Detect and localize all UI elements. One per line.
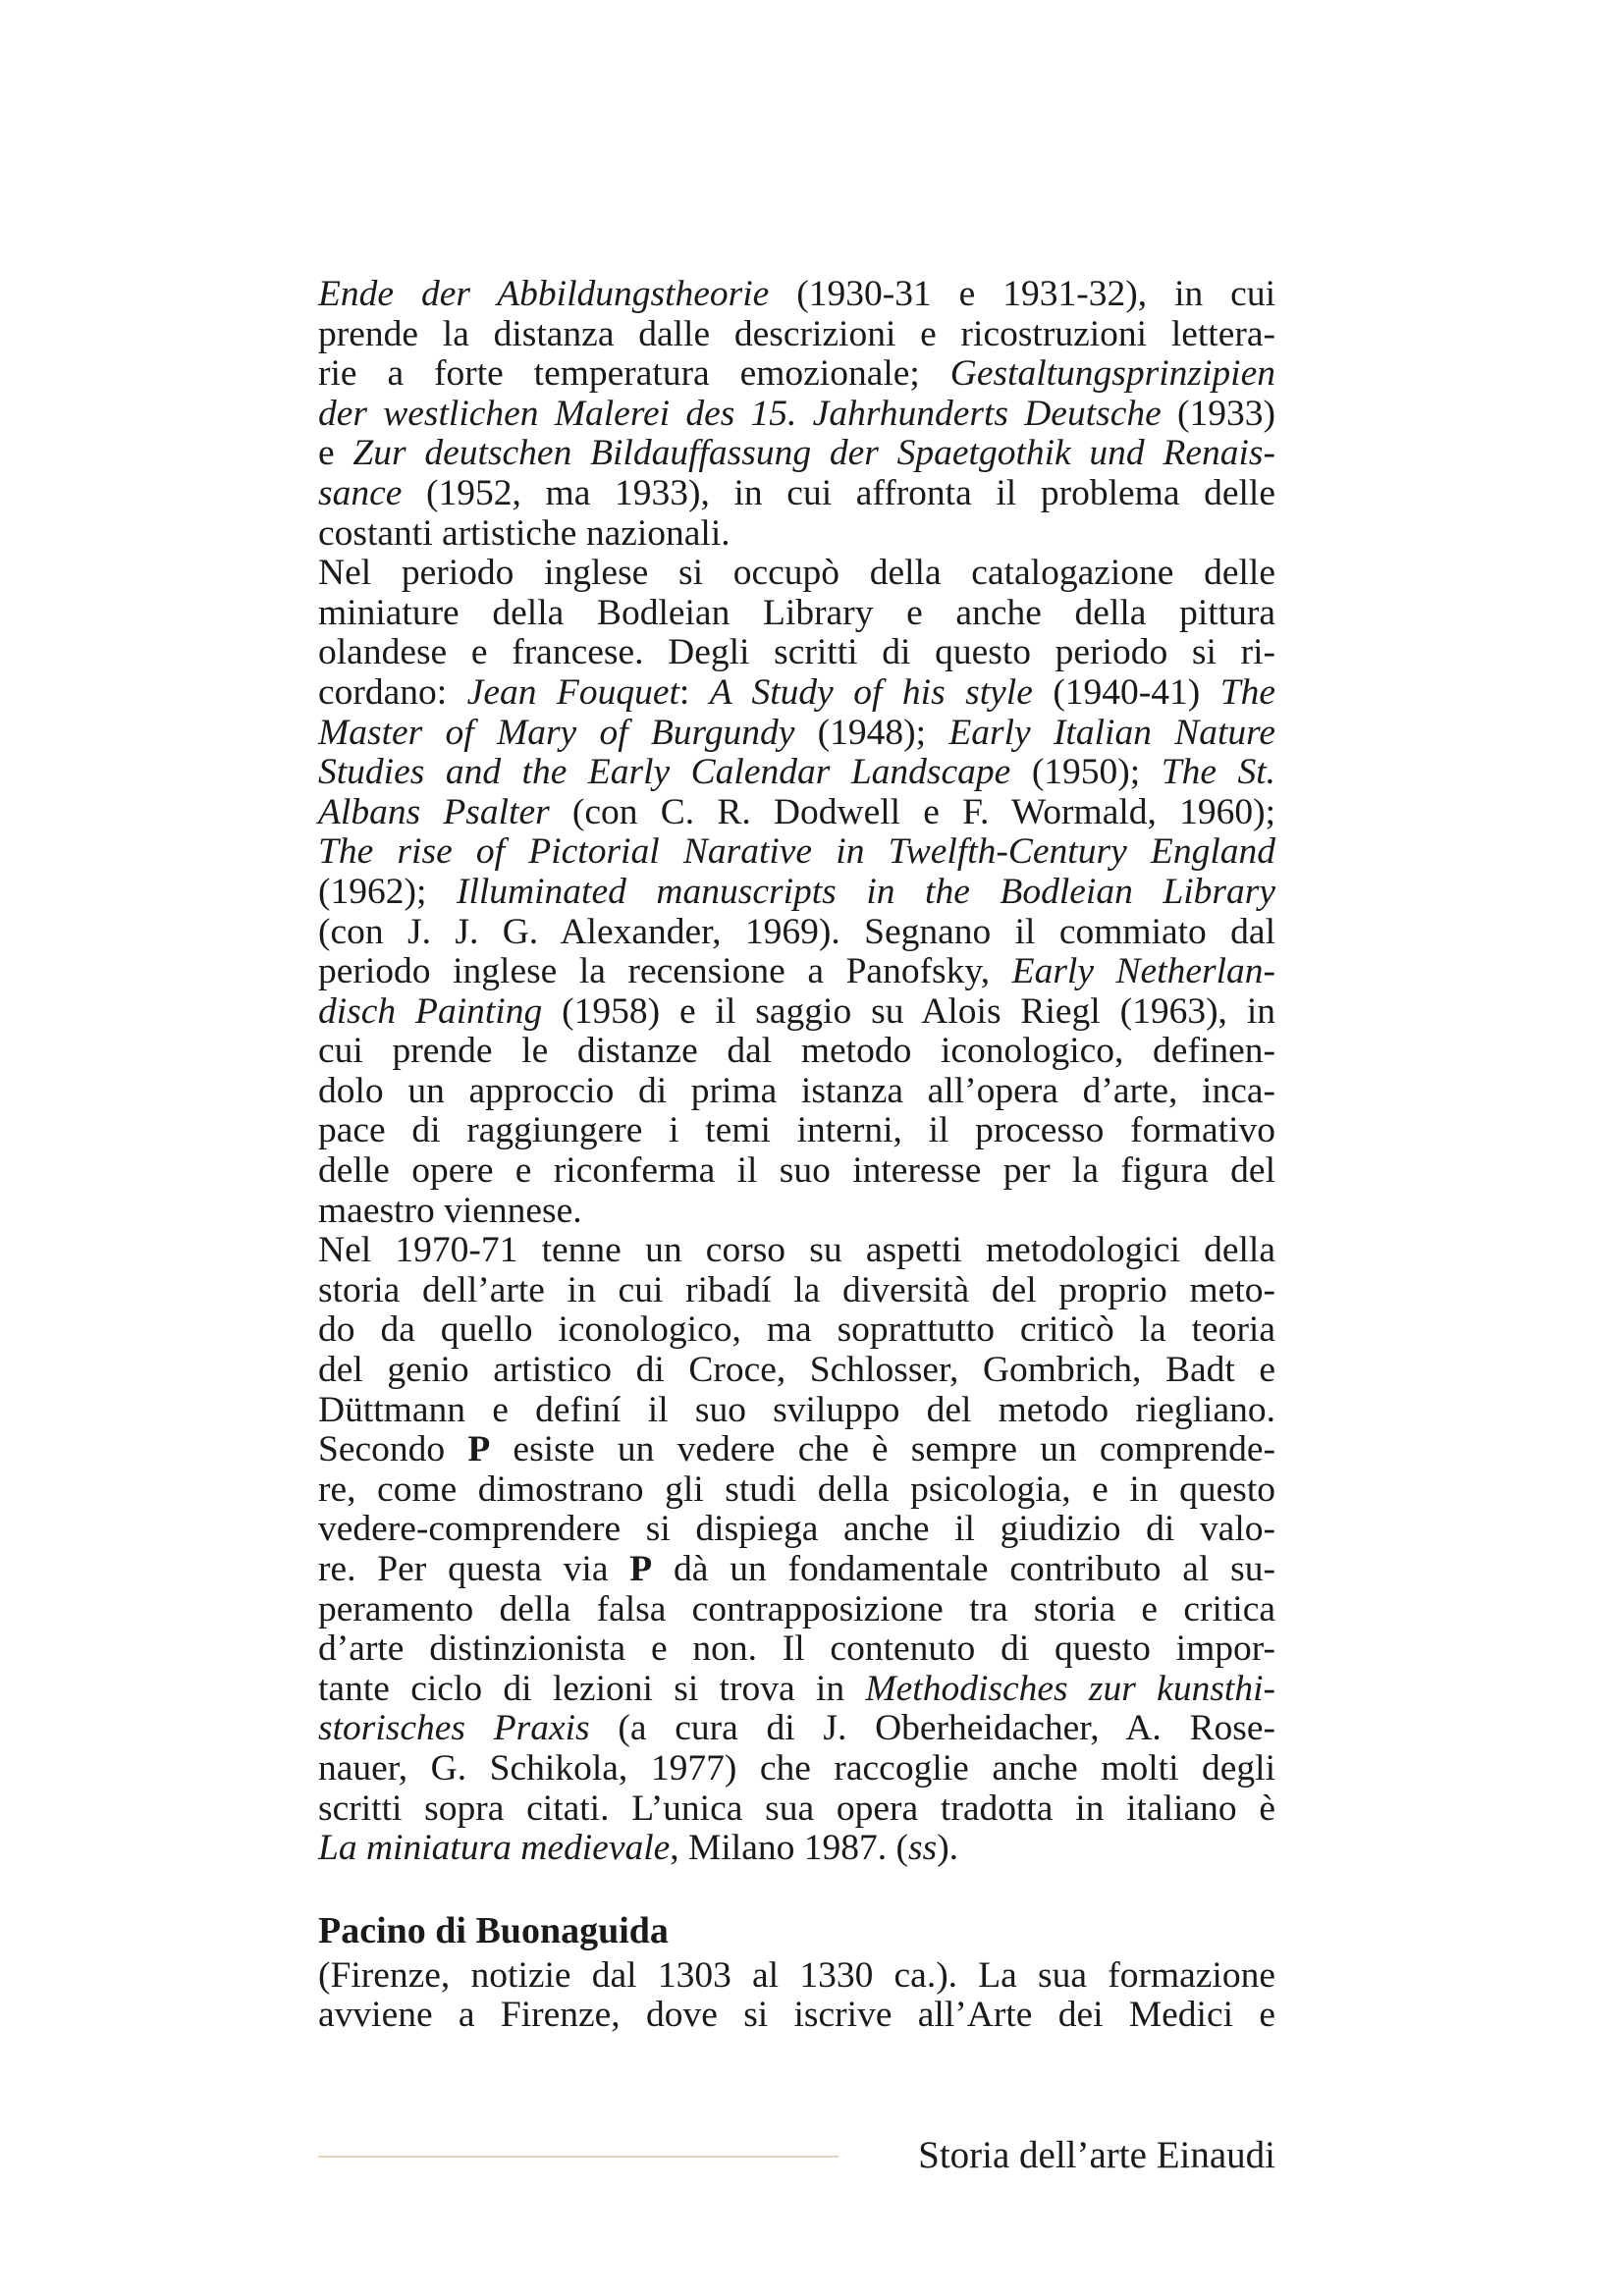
italic-text: Jean Fouquet	[466, 671, 679, 713]
text-line	[318, 913, 1275, 953]
text-run: (Firenze, notizie dal 1303 al 1330 ca.). La sua formazione	[318, 1954, 1275, 1996]
text-run: periodo inglese la recensione a Panofsky,	[318, 951, 1012, 992]
text-line	[318, 633, 1275, 673]
italic-text: The rise of Pictorial Narative in Twelfth-Century England	[318, 831, 1275, 873]
text-run: miniature della Bodleian Library e anche della pittura	[318, 592, 1275, 633]
italic-text: Studies and the Early Calendar Landscape	[318, 752, 1011, 793]
paragraph-3	[318, 1231, 1275, 1869]
text-line	[318, 1510, 1275, 1550]
text-line	[318, 1670, 1275, 1710]
text-line	[318, 673, 1275, 714]
paragraph-1	[318, 275, 1275, 554]
text-line	[318, 1391, 1275, 1431]
text-run: vedere-comprendere si dispiega anche il giudizio di valo-	[318, 1509, 1275, 1550]
text-line	[318, 873, 1275, 913]
text-run: avviene a Firenze, dove si iscrive all’Arte dei Medici e	[318, 1995, 1275, 2036]
text-run: tante ciclo di lezioni si trova in	[318, 1668, 866, 1709]
text-run: maestro viennese.	[318, 1190, 582, 1231]
text-line	[318, 354, 1275, 395]
text-line	[318, 275, 1275, 315]
text-line	[318, 1032, 1275, 1072]
italic-text: disch Painting	[318, 990, 543, 1032]
text-line	[318, 395, 1275, 435]
paragraph-4	[318, 1956, 1275, 2036]
text-run: costanti artistiche nazionali.	[318, 512, 730, 554]
text-run: delle opere e riconferma il suo interesse per la figura del	[318, 1150, 1275, 1192]
text-line	[318, 1430, 1275, 1470]
text-run: rie a forte temperatura emozionale;	[318, 353, 950, 395]
text-run: re, come dimostrano gli studi della psicologia, e in questo	[318, 1468, 1275, 1510]
text-line	[318, 1192, 1275, 1232]
text-line	[318, 952, 1275, 992]
text-line	[318, 832, 1275, 873]
text-line	[318, 1749, 1275, 1789]
italic-text: Ende der Abbildungstheorie	[318, 274, 770, 314]
text-line	[318, 514, 1275, 555]
text-run: (1948);	[794, 712, 949, 753]
text-run: (1958) e il saggio su Alois Riegl (1963), in	[542, 990, 1275, 1032]
text-run: , Milano 1987. (	[670, 1828, 908, 1869]
text-line	[318, 992, 1275, 1033]
text-line	[318, 1470, 1275, 1511]
text-line	[318, 1151, 1275, 1192]
italic-text: Early Netherlan-	[1011, 951, 1275, 992]
text-run: (1940-41)	[1032, 671, 1220, 713]
italic-text: storisches Praxis	[318, 1708, 590, 1749]
text-run: (1962);	[318, 871, 457, 912]
italic-text: Master of Mary of Burgundy	[318, 712, 795, 753]
text-run: Düttmann e definí il suo sviluppo del metodo riegliano.	[318, 1389, 1275, 1430]
text-run: :	[678, 671, 710, 713]
text-run: dà un fondamentale contributo al su-	[652, 1549, 1275, 1589]
text-line	[318, 714, 1275, 754]
text-line	[318, 1550, 1275, 1590]
text-run: dolo un approccio di prima istanza all’opera d’arte, inca-	[318, 1070, 1275, 1111]
text-line	[318, 753, 1275, 793]
text-line	[318, 315, 1275, 355]
text-run: (a cura di J. Oberheidacher, A. Rose-	[589, 1708, 1275, 1749]
text-line	[318, 1629, 1275, 1670]
text-run: (con J. J. G. Alexander, 1969). Segnano il commiato dal	[318, 911, 1275, 952]
text-run: olandese e francese. Degli scritti di questo periodo si ri-	[318, 632, 1275, 673]
text-line	[318, 554, 1275, 594]
text-run: Secondo	[318, 1429, 468, 1470]
text-run: re. Per questa via	[318, 1549, 630, 1589]
text-line	[318, 594, 1275, 634]
text-line	[318, 474, 1275, 514]
text-line	[318, 1709, 1275, 1749]
paragraph-2	[318, 554, 1275, 1231]
text-run: (con C. R. Dodwell e F. Wormald, 1960);	[549, 791, 1275, 832]
entry-heading: Pacino di Buonaguida	[318, 1909, 669, 1951]
italic-text: The	[1219, 671, 1276, 713]
text-line	[318, 1789, 1275, 1830]
text-line	[318, 1072, 1275, 1112]
italic-text: The St.	[1161, 752, 1276, 793]
italic-text: sance	[318, 472, 403, 513]
page-body	[318, 275, 1275, 2036]
text-run: cui prende le distanze dal metodo iconologico, definen-	[318, 1031, 1275, 1072]
text-run: prende la distanza dalle descrizioni e ricostruzioni lettera-	[318, 313, 1275, 354]
italic-text: A Study of his style	[709, 671, 1033, 713]
text-run: (1930-31 e 1931-32), in cui	[769, 274, 1275, 314]
text-run: esiste un vedere che è sempre un comprende-	[490, 1429, 1275, 1470]
text-run: ).	[937, 1828, 959, 1869]
italic-text: Early Italian Nature	[948, 712, 1275, 753]
text-run: do da quello iconologico, ma soprattutto criticò la teoria	[318, 1309, 1275, 1351]
text-line	[318, 793, 1275, 833]
text-line	[318, 1111, 1275, 1151]
text-line	[318, 1351, 1275, 1391]
text-run: Nel 1970-71 tenne un corso su aspetti metodologici della	[318, 1230, 1275, 1271]
text-line	[318, 1310, 1275, 1351]
text-line	[318, 1231, 1275, 1271]
italic-text: Zur deutschen Bildauffassung der Spaetgothik und Renais-	[352, 433, 1275, 474]
text-line	[318, 434, 1275, 474]
italic-text: der westlichen Malerei des 15. Jahrhunderts Deutsche	[318, 393, 1162, 434]
bold-text: P	[467, 1429, 491, 1470]
text-line	[318, 1590, 1275, 1630]
italic-text: Methodisches zur kunsthi-	[865, 1668, 1275, 1709]
text-line	[318, 1271, 1275, 1311]
text-line	[318, 1829, 1275, 1869]
bold-text: P	[629, 1549, 653, 1589]
text-run: storia dell’arte in cui ribadí la diversità del proprio meto-	[318, 1269, 1275, 1310]
text-run: nauer, G. Schikola, 1977) che raccoglie anche molti degli	[318, 1747, 1275, 1789]
italic-text: ss	[908, 1828, 938, 1869]
text-run: pace di raggiungere i temi interni, il processo formativo	[318, 1110, 1275, 1151]
text-run: peramento della falsa contrapposizione tra storia e critica	[318, 1588, 1275, 1629]
text-run: Nel periodo inglese si occupò della catalogazione delle	[318, 553, 1275, 594]
text-line	[318, 1956, 1275, 1997]
footer-rule	[318, 2156, 839, 2158]
text-run: (1933)	[1161, 393, 1275, 434]
italic-text: Illuminated manuscripts in the Bodleian Library	[456, 871, 1275, 912]
text-run: e	[318, 433, 353, 474]
text-run: d’arte distinzionista e non. Il contenuto di questo impor-	[318, 1629, 1275, 1670]
text-run: scritti sopra citati. L’unica sua opera tradotta in italiano è	[318, 1788, 1275, 1829]
footer-title: Storia dell’arte Einaudi	[918, 2134, 1275, 2176]
italic-text: Albans Psalter	[318, 791, 550, 832]
text-line	[318, 1996, 1275, 2036]
text-run: (1952, ma 1933), in cui affronta il problema delle	[402, 472, 1275, 513]
italic-text: Gestaltungsprinzipien	[949, 353, 1275, 395]
text-run: cordano:	[318, 671, 467, 713]
text-run: (1950);	[1010, 752, 1162, 793]
text-run: del genio artistico di Croce, Schlosser, Gombrich, Badt e	[318, 1350, 1275, 1391]
italic-text: La miniatura medievale	[318, 1828, 671, 1869]
